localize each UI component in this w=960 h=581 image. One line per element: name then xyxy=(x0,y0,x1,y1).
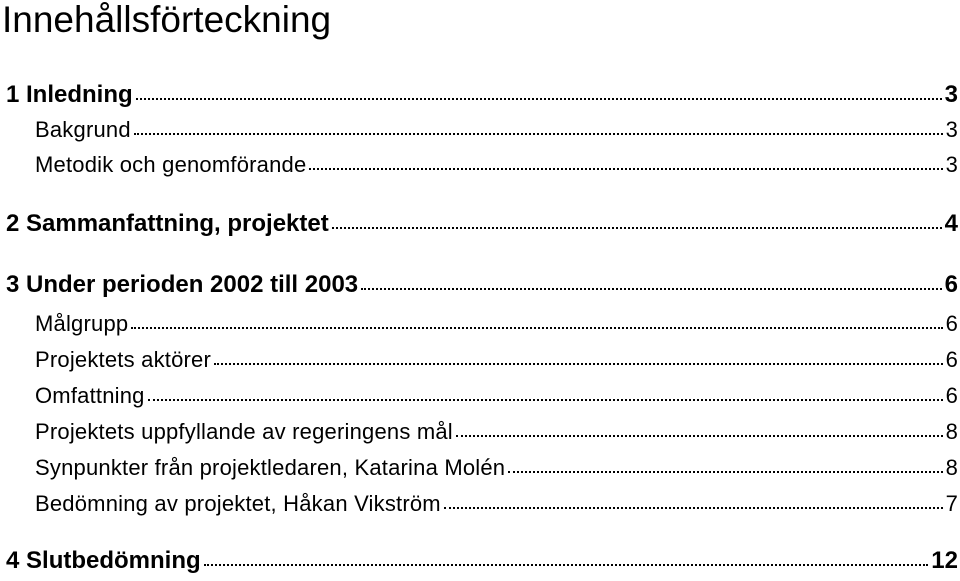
toc-entry-malgrupp[interactable] xyxy=(35,310,960,338)
toc-entry-label: Bedömning av projektet, Håkan Vikström xyxy=(35,491,441,516)
dot-leader xyxy=(508,471,942,473)
toc-page-number: 6 xyxy=(945,311,958,336)
dot-leader xyxy=(444,507,943,509)
toc-entry-label: 3 Under perioden 2002 till 2003 xyxy=(6,271,359,298)
toc-page-number: 3 xyxy=(944,81,958,108)
toc-entry-label: 4 Slutbedömning xyxy=(6,547,201,574)
toc-entry-synpunkter[interactable] xyxy=(35,454,960,482)
toc-entry-inledning[interactable] xyxy=(6,80,960,110)
toc-entry-metodik[interactable] xyxy=(35,151,960,179)
toc-entry-label: 2 Sammanfattning, projektet xyxy=(6,210,329,237)
toc-entry-label: Projektets uppfyllande av regeringens mål xyxy=(35,419,453,444)
toc-entry-label: Bakgrund xyxy=(35,117,131,142)
toc-page-number: 3 xyxy=(945,152,958,177)
page-title: Innehållsförteckning xyxy=(2,0,332,40)
toc-page-number: 8 xyxy=(945,455,958,480)
dot-leader xyxy=(148,399,943,401)
dot-leader xyxy=(214,363,943,365)
dot-leader xyxy=(134,133,943,135)
toc-entry-bedomning[interactable] xyxy=(35,490,960,518)
toc-entry-sammanfattning[interactable] xyxy=(6,209,960,239)
dot-leader xyxy=(131,327,942,329)
toc-entry-bakgrund[interactable] xyxy=(35,116,960,144)
toc-page-number: 6 xyxy=(945,347,958,372)
toc-entry-label: Metodik och genomförande xyxy=(35,152,307,177)
toc-entry-label: 1 Inledning xyxy=(6,81,133,108)
toc-page-number: 3 xyxy=(945,117,958,142)
toc-entry-label: Projektets aktörer xyxy=(35,347,212,372)
dot-leader xyxy=(456,435,943,437)
toc-page-number: 4 xyxy=(944,210,958,237)
dot-leader xyxy=(136,98,942,100)
toc-entry-uppfyllande[interactable] xyxy=(35,418,960,446)
dot-leader xyxy=(204,564,929,566)
toc-entry-under-perioden[interactable] xyxy=(6,270,960,300)
dot-leader xyxy=(332,227,942,229)
toc-page-number: 6 xyxy=(945,383,958,408)
toc-entry-label: Omfattning xyxy=(35,383,145,408)
toc-page-number: 7 xyxy=(945,491,958,516)
toc-page-number: 6 xyxy=(944,271,958,298)
toc-entry-omfattning[interactable] xyxy=(35,382,960,410)
toc-entry-projektets-aktorer[interactable] xyxy=(35,346,960,374)
toc-page-number: 12 xyxy=(931,547,958,574)
toc-entry-slutbedomning[interactable] xyxy=(6,546,960,576)
toc-entry-label: Målgrupp xyxy=(35,311,129,336)
dot-leader xyxy=(309,168,942,170)
dot-leader xyxy=(361,288,941,290)
toc-entry-label: Synpunkter från projektledaren, Katarina Molén xyxy=(35,455,506,480)
toc-page-number: 8 xyxy=(945,419,958,444)
